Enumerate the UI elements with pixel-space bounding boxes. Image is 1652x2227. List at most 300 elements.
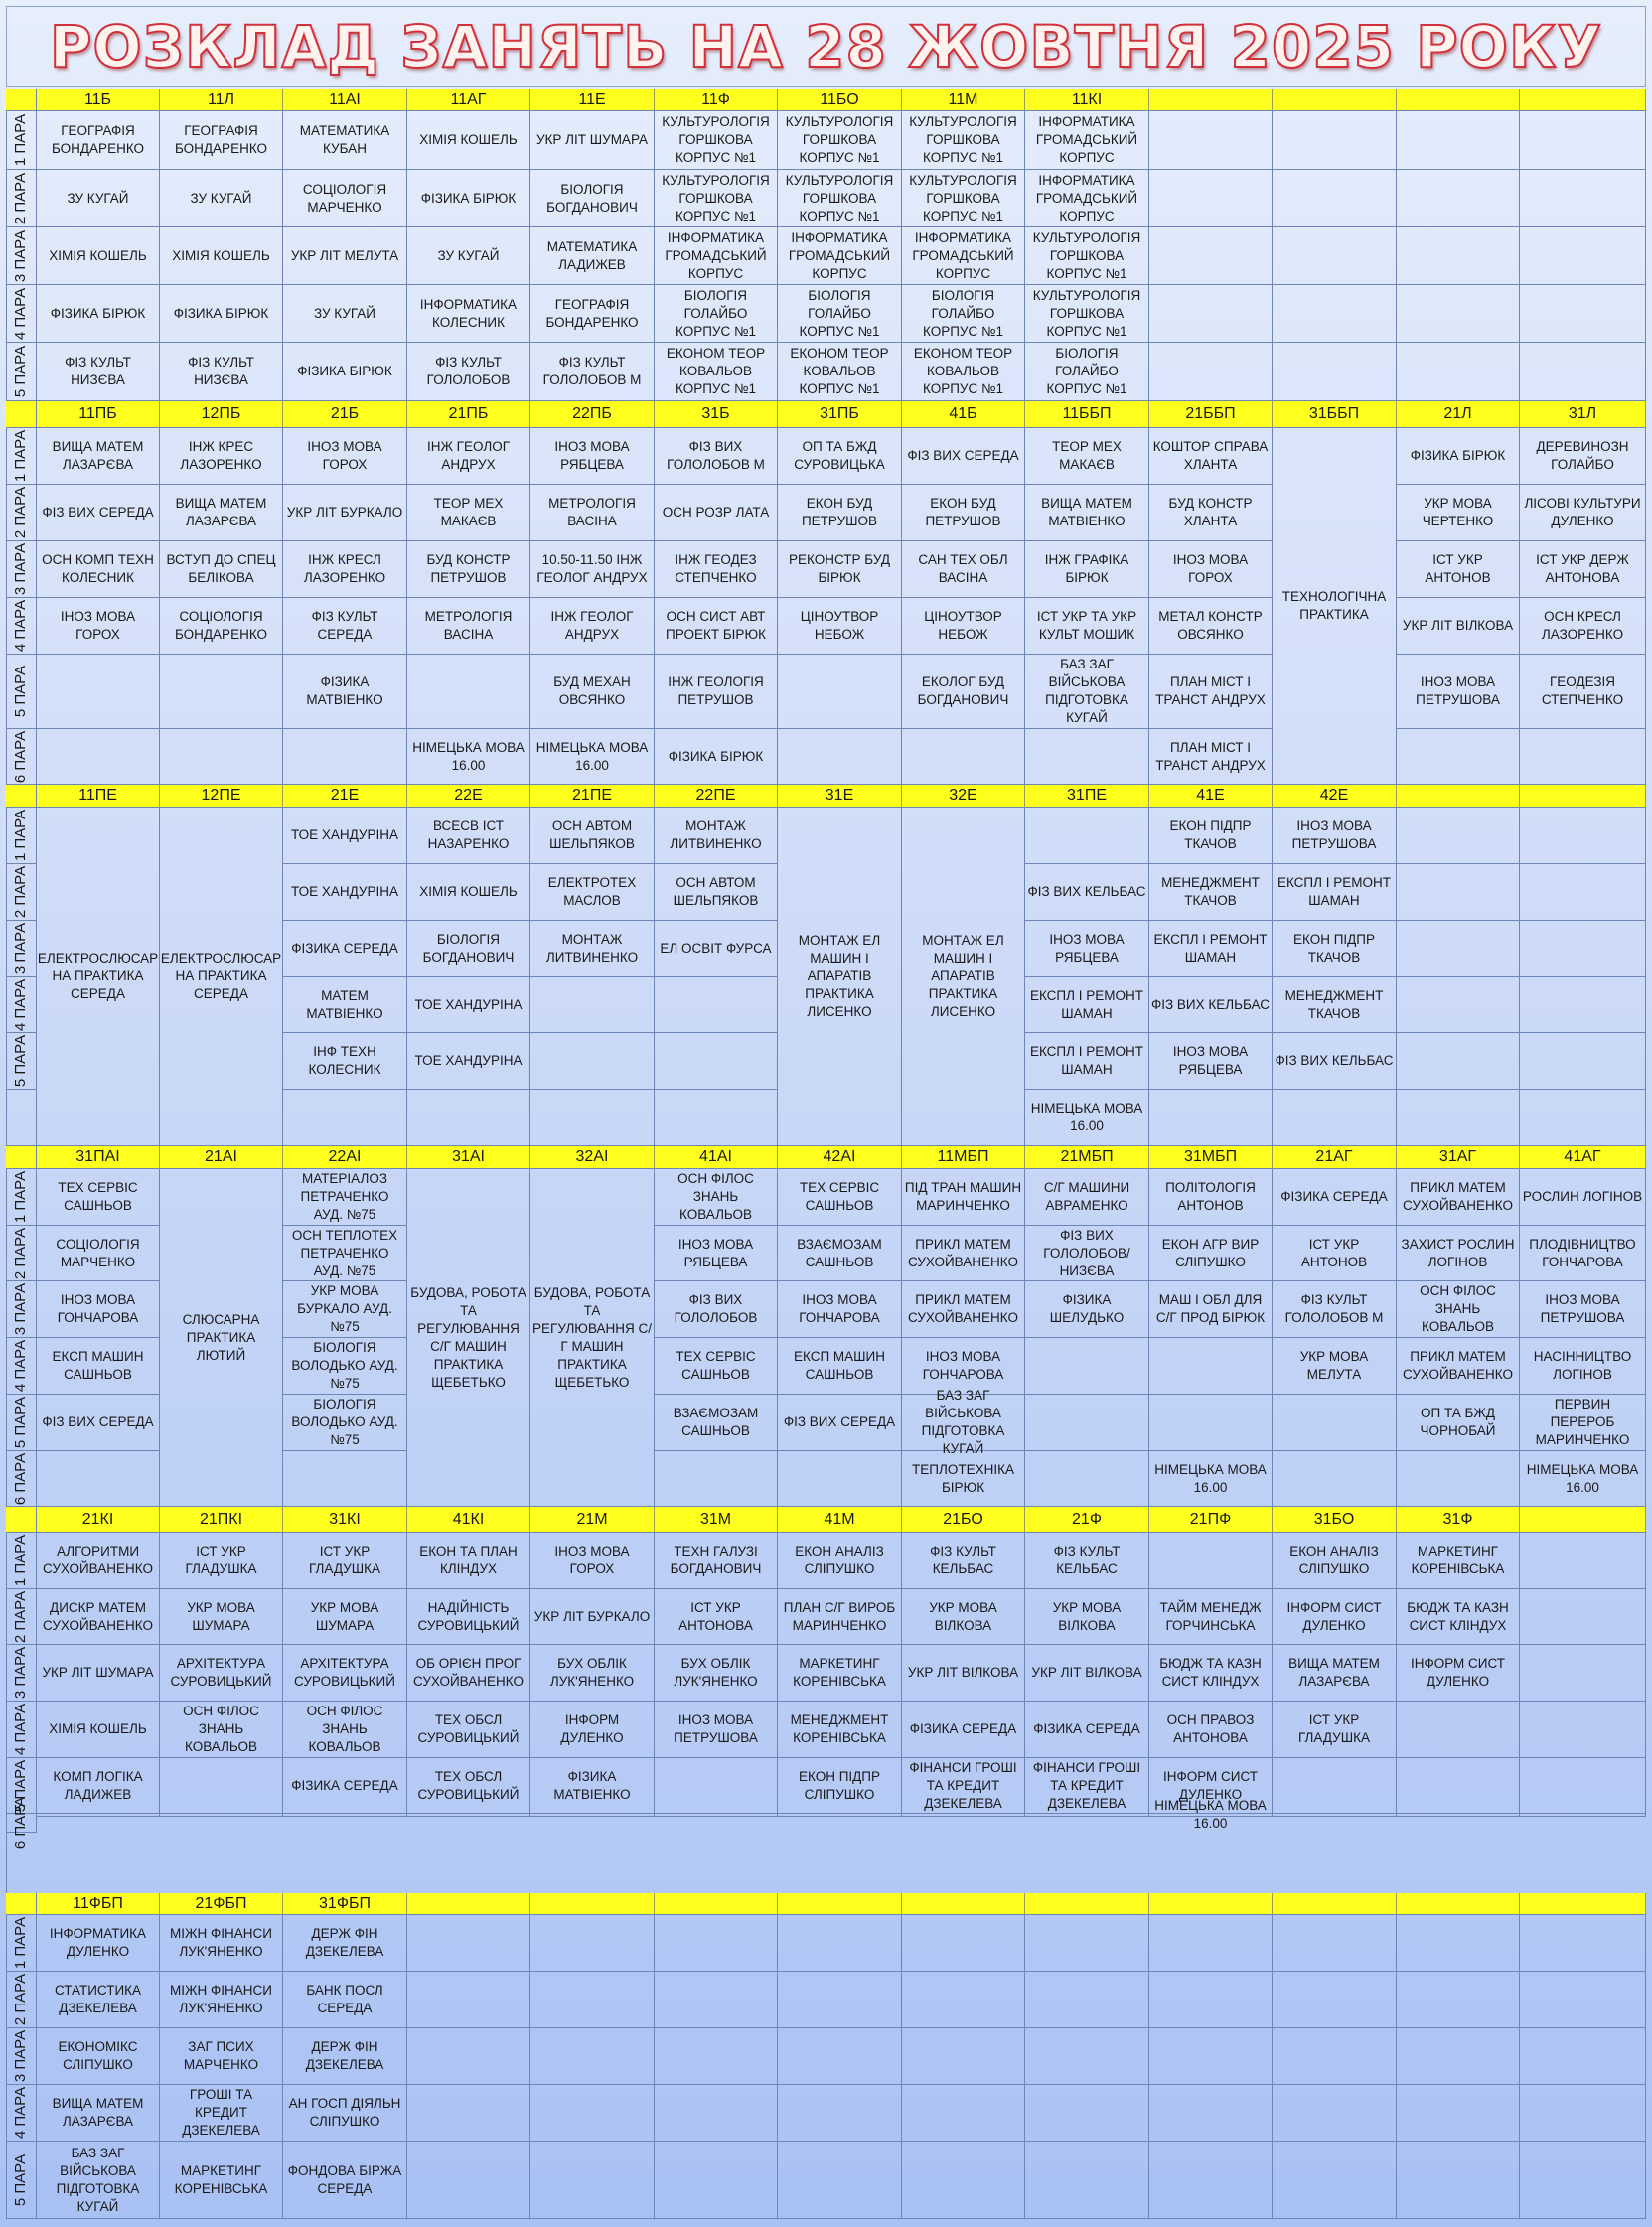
class-cell: ТЕХ СЕРВІС САШНЬОВ bbox=[778, 1169, 902, 1226]
period-label-text: 1 ПАРА bbox=[12, 113, 29, 167]
class-cell: ЕКОНОМ ТЕОР КОВАЛЬОВ КОРПУС №1 bbox=[902, 343, 1025, 401]
empty-cell bbox=[37, 729, 160, 785]
class-cell: УКР ЛІТ ВІЛКОВА bbox=[1025, 1645, 1149, 1702]
class-cell: ФІЗИКА СЕРЕДА bbox=[283, 1758, 407, 1814]
class-cell: МЕТАЛ КОНСТР ОВСЯНКО bbox=[1149, 598, 1273, 655]
empty-cell bbox=[37, 1451, 160, 1507]
class-cell: НІМЕЦЬКА МОВА 16.00 bbox=[1149, 1814, 1273, 1817]
empty-cell bbox=[1025, 1451, 1149, 1507]
class-cell: ІНФОРМАТИКА КОЛЕСНИК bbox=[407, 285, 530, 343]
class-cell: ЕЛЕКТРОСЛЮСАР НА ПРАКТИКА СЕРЕДА bbox=[37, 808, 160, 1146]
period-label bbox=[6, 1796, 37, 1850]
group-header: 11ББП bbox=[1025, 401, 1149, 428]
period-label-text: 3 ПАРА bbox=[12, 2029, 29, 2083]
class-cell: С/Г МАШИНИ АВРАМЕНКО bbox=[1025, 1169, 1149, 1226]
empty-cell bbox=[407, 2085, 530, 2142]
class-cell: ОП ТА БЖД ЧОРНОБАЙ bbox=[1397, 1395, 1520, 1451]
empty-cell bbox=[655, 977, 778, 1033]
empty-cell bbox=[1273, 1814, 1397, 1817]
empty-cell bbox=[530, 1972, 655, 2028]
class-cell: ЗАХИСТ РОСЛИН ЛОГІНОВ bbox=[1397, 1226, 1520, 1281]
class-cell: КОМП ЛОГІКА ЛАДИЖЕВ bbox=[37, 1758, 160, 1814]
empty-cell bbox=[1397, 2142, 1520, 2219]
period-label-text: 5 ПАРА bbox=[12, 2153, 29, 2206]
class-cell: ВСТУП ДО СПЕЦ БЕЛІКОВА bbox=[160, 541, 283, 598]
period-label bbox=[6, 1338, 37, 1395]
class-cell: ІНФОРМАТИКА ГРОМАДСЬКИЙ КОРПУС bbox=[655, 227, 778, 285]
group-header: 21М bbox=[530, 1507, 655, 1533]
group-header: 12ПБ bbox=[160, 401, 283, 428]
empty-cell bbox=[283, 1090, 407, 1146]
group-header-empty bbox=[778, 1893, 902, 1915]
class-cell: КУЛЬТУРОЛОГІЯ ГОРШКОВА КОРПУС №1 bbox=[1025, 227, 1149, 285]
class-cell: ФІЗИКА МАТВІЕНКО bbox=[530, 1758, 655, 1814]
class-cell: ЗУ КУГАЙ bbox=[37, 170, 160, 227]
empty-cell bbox=[1520, 2142, 1646, 2219]
class-cell: МАРКЕТИНГ КОРЕНІВСЬКА bbox=[1397, 1533, 1520, 1589]
class-cell: ФІЗИКА СЕРЕДА bbox=[1273, 1169, 1397, 1226]
class-cell: ФІЗ ВИХ СЕРЕДА bbox=[37, 1395, 160, 1451]
class-cell: ОСН ФІЛОС ЗНАНЬ КОВАЛЬОВ bbox=[283, 1702, 407, 1758]
group-header-empty bbox=[1025, 1893, 1149, 1915]
class-cell: САН ТЕХ ОБЛ ВАСІНА bbox=[902, 541, 1025, 598]
group-header: 21ББП bbox=[1149, 401, 1273, 428]
group-header: 32АІ bbox=[530, 1146, 655, 1169]
header-corner bbox=[6, 1146, 37, 1169]
header-corner bbox=[6, 89, 37, 111]
period-label bbox=[6, 1451, 37, 1507]
period-label-text: 2 ПАРА bbox=[12, 1973, 29, 2026]
class-cell: ІНФОРМ ДУЛЕНКО bbox=[530, 1702, 655, 1758]
empty-cell bbox=[902, 1814, 1025, 1817]
period-label-text: 2 ПАРА bbox=[12, 865, 29, 919]
empty-cell bbox=[655, 2028, 778, 2085]
class-cell: АН ГОСП ДІЯЛЬН СЛІПУШКО bbox=[283, 2085, 407, 2142]
class-cell: СТАТИСТИКА ДЗЕКЕЛЕВА bbox=[37, 1972, 160, 2028]
class-cell: ФІЗ ВИХ КЕЛЬБАС bbox=[1273, 1033, 1397, 1090]
period-label bbox=[6, 170, 37, 227]
group-header: 21АІ bbox=[160, 1146, 283, 1169]
class-cell: ІСТ УКР АНТОНОВ bbox=[1397, 541, 1520, 598]
empty-cell bbox=[1520, 1814, 1646, 1817]
class-cell: ТОЕ ХАНДУРІНА bbox=[283, 808, 407, 864]
class-cell: ФІЗИКА ШЕЛУДЬКО bbox=[1025, 1281, 1149, 1338]
class-cell: ФІЗИКА БІРЮК bbox=[37, 285, 160, 343]
class-cell: МОНТАЖ ЛИТВИНЕНКО bbox=[655, 808, 778, 864]
class-cell: СОЦІОЛОГІЯ МАРЧЕНКО bbox=[37, 1226, 160, 1281]
empty-cell bbox=[1273, 1915, 1397, 1972]
group-header-empty bbox=[902, 1893, 1025, 1915]
group-header: 21Ф bbox=[1025, 1507, 1149, 1533]
class-cell: ПЛАН МІСТ І ТРАНСТ АНДРУХ bbox=[1149, 655, 1273, 729]
class-cell: МЕТРОЛОГІЯ ВАСІНА bbox=[407, 598, 530, 655]
class-cell: ФІЗ КУЛЬТ СЕРЕДА bbox=[283, 598, 407, 655]
class-cell: МАШ І ОБЛ ДЛЯ С/Г ПРОД БІРЮК bbox=[1149, 1281, 1273, 1338]
class-cell: МАТЕМАТИКА КУБАН bbox=[283, 111, 407, 170]
class-cell: МОНТАЖ ЕЛ МАШИН І АПАРАТІВ ПРАКТИКА ЛИСЕНКО bbox=[902, 808, 1025, 1146]
class-cell: БІОЛОГІЯ ГОЛАЙБО КОРПУС №1 bbox=[1025, 343, 1149, 401]
period-label bbox=[6, 1533, 37, 1589]
class-cell: ЗУ КУГАЙ bbox=[160, 170, 283, 227]
class-cell: ФІЗ ВИХ ГОЛОЛОБОВ/ НИЗЄВА bbox=[1025, 1226, 1149, 1281]
class-cell: РОСЛИН ЛОГІНОВ bbox=[1520, 1169, 1646, 1226]
period-label-text: 1 ПАРА bbox=[12, 809, 29, 862]
class-cell: КУЛЬТУРОЛОГІЯ ГОРШКОВА КОРПУС №1 bbox=[655, 111, 778, 170]
class-cell: ІСТ УКР АНТОНОВ bbox=[1273, 1226, 1397, 1281]
class-cell: ІНЖ ГЕОЛОГ АНДРУХ bbox=[530, 598, 655, 655]
class-cell: ОП ТА БЖД СУРОВИЦЬКА bbox=[778, 428, 902, 485]
class-cell: УКР ЛІТ ВІЛКОВА bbox=[1397, 598, 1520, 655]
class-cell: ЕКОНОМІКС СЛІПУШКО bbox=[37, 2028, 160, 2085]
class-cell: ІНФОРМАТИКА ГРОМАДСЬКИЙ КОРПУС bbox=[1025, 111, 1149, 170]
empty-cell bbox=[160, 655, 283, 729]
class-cell: УКР МОВА ШУМАРА bbox=[160, 1589, 283, 1645]
class-cell: ВИЩА МАТЕМ МАТВІЕНКО bbox=[1025, 485, 1149, 541]
group-header: 31АІ bbox=[407, 1146, 530, 1169]
class-cell: БАЗ ЗАГ ВІЙСЬКОВА ПІДГОТОВКА КУГАЙ bbox=[902, 1395, 1025, 1451]
class-cell: ЕКСПЛ І РЕМОНТ ШАМАН bbox=[1025, 1033, 1149, 1090]
class-cell: ІСТ УКР ГЛАДУШКА bbox=[283, 1533, 407, 1589]
group-header: 11М bbox=[902, 89, 1025, 111]
empty-cell bbox=[530, 2028, 655, 2085]
class-cell: ЗУ КУГАЙ bbox=[407, 227, 530, 285]
class-cell: КУЛЬТУРОЛОГІЯ ГОРШКОВА КОРПУС №1 bbox=[655, 170, 778, 227]
period-label bbox=[6, 1395, 37, 1451]
empty-cell bbox=[1520, 1533, 1646, 1589]
class-cell: ТЕХ СЕРВІС САШНЬОВ bbox=[655, 1338, 778, 1395]
class-cell: МАТЕМ МАТВІЕНКО bbox=[283, 977, 407, 1033]
class-cell: БІОЛОГІЯ ВОЛОДЬКО АУД.№75 bbox=[283, 1395, 407, 1451]
period-label bbox=[6, 1645, 37, 1702]
group-header: 31М bbox=[655, 1507, 778, 1533]
group-header: 21ПФ bbox=[1149, 1507, 1273, 1533]
empty-cell bbox=[655, 1814, 778, 1817]
group-header: 32Е bbox=[902, 785, 1025, 808]
period-label-text: 4 ПАРА bbox=[12, 1339, 29, 1393]
period-label-text: 4 ПАРА bbox=[12, 2086, 29, 2140]
empty-cell bbox=[1397, 1915, 1520, 1972]
class-cell: БІОЛОГІЯ ГОЛАЙБО КОРПУС №1 bbox=[902, 285, 1025, 343]
class-cell: КУЛЬТУРОЛОГІЯ ГОРШКОВА КОРПУС №1 bbox=[902, 111, 1025, 170]
period-label-text: 1 ПАРА bbox=[12, 1534, 29, 1587]
class-cell: ХІМІЯ КОШЕЛЬ bbox=[37, 1702, 160, 1758]
class-cell: ЦІНОУТВОР НЕБОЖ bbox=[778, 598, 902, 655]
empty-cell bbox=[160, 1758, 283, 1814]
empty-cell bbox=[1397, 729, 1520, 785]
group-header: 11МБП bbox=[902, 1146, 1025, 1169]
class-cell: ЕКОН БУД ПЕТРУШОВ bbox=[902, 485, 1025, 541]
class-cell: БІОЛОГІЯ ВОЛОДЬКО АУД.№75 bbox=[283, 1338, 407, 1395]
class-cell: БУХ ОБЛІК ЛУК'ЯНЕНКО bbox=[655, 1645, 778, 1702]
group-header: 41АІ bbox=[655, 1146, 778, 1169]
period-label bbox=[6, 227, 37, 285]
class-cell: КУЛЬТУРОЛОГІЯ ГОРШКОВА КОРПУС №1 bbox=[1025, 285, 1149, 343]
empty-cell bbox=[1520, 1915, 1646, 1972]
empty-cell bbox=[1520, 1090, 1646, 1146]
class-cell: ТЕОР МЕХ МАКАЄВ bbox=[407, 485, 530, 541]
class-cell: ФІЗИКА БІРЮК bbox=[283, 343, 407, 401]
period-label bbox=[6, 541, 37, 598]
empty-cell bbox=[530, 1090, 655, 1146]
group-header: 11Ф bbox=[655, 89, 778, 111]
empty-cell bbox=[37, 1814, 160, 1817]
class-cell: ЕКОН ТА ПЛАН КЛІНДУХ bbox=[407, 1533, 530, 1589]
class-cell: ІНОЗ МОВА ГОРОХ bbox=[530, 1533, 655, 1589]
group-header: 31АГ bbox=[1397, 1146, 1520, 1169]
class-cell: ФІНАНСИ ГРОШІ ТА КРЕДИТ ДЗЕКЕЛЕВА bbox=[1025, 1758, 1149, 1814]
empty-cell bbox=[1149, 170, 1273, 227]
class-cell: БУД МЕХАН ОВСЯНКО bbox=[530, 655, 655, 729]
empty-cell bbox=[902, 2142, 1025, 2219]
class-cell: БІОЛОГІЯ БОГДАНОВИЧ bbox=[530, 170, 655, 227]
class-cell: ПОЛІТОЛОГІЯ АНТОНОВ bbox=[1149, 1169, 1273, 1226]
class-cell: ІНФОРМАТИКА ГРОМАДСЬКИЙ КОРПУС bbox=[778, 227, 902, 285]
class-cell: ФІЗ ВИХ СЕРЕДА bbox=[37, 485, 160, 541]
empty-cell bbox=[1397, 1972, 1520, 2028]
empty-cell bbox=[1520, 170, 1646, 227]
class-cell: ХІМІЯ КОШЕЛЬ bbox=[407, 111, 530, 170]
class-cell: ІНФ ТЕХН КОЛЕСНИК bbox=[283, 1033, 407, 1090]
empty-cell bbox=[1025, 1338, 1149, 1395]
class-cell: ІНОЗ МОВА ПЕТРУШОВА bbox=[1397, 655, 1520, 729]
period-label-text: 1 ПАРА bbox=[12, 1916, 29, 1970]
class-cell: МЕНЕДЖМЕНТ ТКАЧОВ bbox=[1149, 864, 1273, 921]
empty-cell bbox=[778, 729, 902, 785]
period-label-text: 3 ПАРА bbox=[12, 229, 29, 282]
class-cell: ЗУ КУГАЙ bbox=[283, 285, 407, 343]
class-cell: БУДОВА, РОБОТА ТА РЕГУЛЮВАННЯ С/Г МАШИН ПРАКТИКА ЩЕБЕТЬКО bbox=[530, 1169, 655, 1507]
class-cell: ВИЩА МАТЕМ ЛАЗАРЄВА bbox=[160, 485, 283, 541]
class-cell: УКР ЛІТ ШУМАРА bbox=[530, 111, 655, 170]
class-cell: ЕКСП МАШИН САШНЬОВ bbox=[37, 1338, 160, 1395]
group-header-empty bbox=[1397, 1893, 1520, 1915]
empty-cell bbox=[902, 2085, 1025, 2142]
empty-cell bbox=[1273, 1090, 1397, 1146]
class-cell: НАСІННИЦТВО ЛОГІНОВ bbox=[1520, 1338, 1646, 1395]
class-cell: ФІЗ КУЛЬТ КЕЛЬБАС bbox=[1025, 1533, 1149, 1589]
empty-cell bbox=[1397, 1451, 1520, 1507]
class-cell: АРХІТЕКТУРА СУРОВИЦЬКИЙ bbox=[283, 1645, 407, 1702]
empty-cell bbox=[1520, 977, 1646, 1033]
period-label bbox=[6, 428, 37, 485]
empty-cell bbox=[1520, 227, 1646, 285]
empty-cell bbox=[1273, 1758, 1397, 1814]
empty-cell bbox=[1273, 1972, 1397, 2028]
group-header: 31ФБП bbox=[283, 1893, 407, 1915]
empty-cell bbox=[1397, 1814, 1520, 1817]
group-header: 21Б bbox=[283, 401, 407, 428]
group-header: 11Е bbox=[530, 89, 655, 111]
group-header: 21Е bbox=[283, 785, 407, 808]
group-header: 11ПБ bbox=[37, 401, 160, 428]
group-header: 22ПЕ bbox=[655, 785, 778, 808]
class-cell: ГЕОДЕЗІЯ СТЕПЧЕНКО bbox=[1520, 655, 1646, 729]
class-cell: ІНОЗ МОВА ПЕТРУШОВА bbox=[655, 1702, 778, 1758]
class-cell: ДИСКР МАТЕМ СУХОЙВАНЕНКО bbox=[37, 1589, 160, 1645]
empty-cell bbox=[778, 2028, 902, 2085]
class-cell: ТЕПЛОТЕХНІКА БІРЮК bbox=[902, 1451, 1025, 1507]
empty-cell bbox=[1273, 1395, 1397, 1451]
period-label bbox=[6, 977, 37, 1033]
empty-cell bbox=[1025, 1395, 1149, 1451]
empty-cell bbox=[1397, 285, 1520, 343]
empty-cell bbox=[1397, 227, 1520, 285]
class-cell: ЕКСПЛ І РЕМОНТ ШАМАН bbox=[1149, 921, 1273, 977]
class-cell: ВИЩА МАТЕМ ЛАЗАРЄВА bbox=[37, 428, 160, 485]
empty-cell bbox=[778, 1972, 902, 2028]
group-header: 11Л bbox=[160, 89, 283, 111]
class-cell: МІЖН ФІНАНСИ ЛУК'ЯНЕНКО bbox=[160, 1972, 283, 2028]
class-cell: ДЕРЖ ФІН ДЗЕКЕЛЕВА bbox=[283, 2028, 407, 2085]
class-cell: ОСН СИСТ АВТ ПРОЕКТ БІРЮК bbox=[655, 598, 778, 655]
class-cell: БУХ ОБЛІК ЛУК'ЯНЕНКО bbox=[530, 1645, 655, 1702]
empty-cell bbox=[655, 2142, 778, 2219]
empty-cell bbox=[1520, 1758, 1646, 1814]
class-cell: ТЕОР МЕХ МАКАЄВ bbox=[1025, 428, 1149, 485]
period-label-text: 4 ПАРА bbox=[12, 1703, 29, 1756]
class-cell: УКР ЛІТ ШУМАРА bbox=[37, 1645, 160, 1702]
group-header: 11КІ bbox=[1025, 89, 1149, 111]
class-cell: ФІЗ КУЛЬТ НИЗЄВА bbox=[160, 343, 283, 401]
period-label-text: 6 ПАРА bbox=[12, 1452, 29, 1505]
group-header: 31БО bbox=[1273, 1507, 1397, 1533]
group-header-empty bbox=[1149, 1893, 1273, 1915]
class-cell: ДЕРЕВИНОЗН ГОЛАЙБО bbox=[1520, 428, 1646, 485]
class-cell: ТЕХН ГАЛУЗІ БОГДАНОВИЧ bbox=[655, 1533, 778, 1589]
class-cell: ВЗАЄМОЗАМ САШНЬОВ bbox=[778, 1226, 902, 1281]
class-cell: ГРОШІ ТА КРЕДИТ ДЗЕКЕЛЕВА bbox=[160, 2085, 283, 2142]
class-cell: БЮДЖ ТА КАЗН СИСТ КЛІНДУХ bbox=[1149, 1645, 1273, 1702]
class-cell: ІСТ УКР ТА УКР КУЛЬТ МОШИК bbox=[1025, 598, 1149, 655]
empty-cell bbox=[1397, 2028, 1520, 2085]
empty-cell bbox=[37, 655, 160, 729]
class-cell: НІМЕЦЬКА МОВА 16.00 bbox=[407, 729, 530, 785]
class-cell: МАРКЕТИНГ КОРЕНІВСЬКА bbox=[778, 1645, 902, 1702]
empty-cell bbox=[655, 1451, 778, 1507]
class-cell: КУЛЬТУРОЛОГІЯ ГОРШКОВА КОРПУС №1 bbox=[902, 170, 1025, 227]
class-cell: ЕЛ ОСВІТ ФУРСА bbox=[655, 921, 778, 977]
period-label bbox=[6, 729, 37, 785]
header-corner bbox=[6, 1893, 37, 1915]
period-label bbox=[6, 864, 37, 921]
period-label-text: 5 ПАРА bbox=[12, 1034, 29, 1088]
class-cell: УКР МОВА ВІЛКОВА bbox=[1025, 1589, 1149, 1645]
empty-cell bbox=[1520, 729, 1646, 785]
group-header: 31ББП bbox=[1273, 401, 1397, 428]
empty-cell bbox=[1273, 2028, 1397, 2085]
class-cell: УКР МОВА МЕЛУТА bbox=[1273, 1338, 1397, 1395]
class-cell: ЕЛЕКТРОТЕХ МАСЛОВ bbox=[530, 864, 655, 921]
class-cell: ХІМІЯ КОШЕЛЬ bbox=[160, 227, 283, 285]
empty-cell bbox=[1273, 170, 1397, 227]
group-header: 41Е bbox=[1149, 785, 1273, 808]
empty-cell bbox=[1520, 285, 1646, 343]
period-label-text: 4 ПАРА bbox=[12, 599, 29, 653]
period-label bbox=[6, 1589, 37, 1645]
class-cell: ІНОЗ МОВА ГОНЧАРОВА bbox=[778, 1281, 902, 1338]
group-header: 21ФБП bbox=[160, 1893, 283, 1915]
class-cell: ФОНДОВА БІРЖА СЕРЕДА bbox=[283, 2142, 407, 2219]
empty-cell bbox=[1397, 921, 1520, 977]
class-cell: КУЛЬТУРОЛОГІЯ ГОРШКОВА КОРПУС №1 bbox=[778, 111, 902, 170]
class-cell: ЕКСПЛ І РЕМОНТ ШАМАН bbox=[1025, 977, 1149, 1033]
group-header-empty bbox=[1520, 785, 1646, 808]
class-cell: ГЕОГРАФІЯ БОНДАРЕНКО bbox=[160, 111, 283, 170]
class-cell: ІНФОРМ СИСТ ДУЛЕНКО bbox=[1397, 1645, 1520, 1702]
period-label-text: 5 ПАРА bbox=[12, 345, 29, 398]
period-label bbox=[6, 655, 37, 729]
period-label bbox=[6, 2085, 37, 2142]
period-label-text: 2 ПАРА bbox=[12, 172, 29, 224]
class-cell: ЕКОН ПІДПР ТКАЧОВ bbox=[1149, 808, 1273, 864]
class-cell: ФІЗИКА МАТВІЕНКО bbox=[283, 655, 407, 729]
period-label bbox=[6, 2028, 37, 2085]
empty-cell bbox=[1520, 1972, 1646, 2028]
class-cell: ЛІСОВІ КУЛЬТУРИ ДУЛЕНКО bbox=[1520, 485, 1646, 541]
group-header: 31ПАІ bbox=[37, 1146, 160, 1169]
class-cell: ІНЖ ГЕОЛОГ АНДРУХ bbox=[407, 428, 530, 485]
empty-cell bbox=[1520, 864, 1646, 921]
period-label-text: 5 ПАРА bbox=[12, 1759, 29, 1812]
group-header: 31Л bbox=[1520, 401, 1646, 428]
class-cell: БУД КОНСТР ХЛАНТА bbox=[1149, 485, 1273, 541]
empty-cell bbox=[1520, 921, 1646, 977]
empty-cell bbox=[778, 1814, 902, 1817]
class-cell: ОСН РОЗР ЛАТА bbox=[655, 485, 778, 541]
group-header: 42АІ bbox=[778, 1146, 902, 1169]
class-cell: СОЦІОЛОГІЯ БОНДАРЕНКО bbox=[160, 598, 283, 655]
period-label-text: 1 ПАРА bbox=[12, 429, 29, 483]
empty-cell bbox=[1149, 1090, 1273, 1146]
class-cell: ФІЗ ВИХ КЕЛЬБАС bbox=[1149, 977, 1273, 1033]
class-cell: ЕКОНОМ ТЕОР КОВАЛЬОВ КОРПУС №1 bbox=[655, 343, 778, 401]
period-label bbox=[6, 1226, 37, 1281]
class-cell: БІОЛОГІЯ БОГДАНОВИЧ bbox=[407, 921, 530, 977]
class-cell: СЛЮСАРНА ПРАКТИКА ЛЮТИЙ bbox=[160, 1169, 283, 1507]
period-label bbox=[6, 285, 37, 343]
period-label-text: 2 ПАРА bbox=[12, 486, 29, 539]
group-header: 31Ф bbox=[1397, 1507, 1520, 1533]
group-header-empty bbox=[1273, 1893, 1397, 1915]
period-label bbox=[6, 598, 37, 655]
empty-cell bbox=[407, 2142, 530, 2219]
class-cell: ПРИКЛ МАТЕМ СУХОЙВАНЕНКО bbox=[902, 1281, 1025, 1338]
class-cell: ІНФОРМ СИСТ ДУЛЕНКО bbox=[1149, 1758, 1273, 1814]
class-cell: ТАЙМ МЕНЕДЖ ГОРЧИНСЬКА bbox=[1149, 1589, 1273, 1645]
class-cell: ІНОЗ МОВА ГОНЧАРОВА bbox=[37, 1281, 160, 1338]
empty-cell bbox=[1397, 1758, 1520, 1814]
group-header: 11БО bbox=[778, 89, 902, 111]
period-label bbox=[6, 921, 37, 977]
class-cell: ЕКОН АГР ВИР СЛІПУШКО bbox=[1149, 1226, 1273, 1281]
class-cell: ТОЕ ХАНДУРІНА bbox=[407, 1033, 530, 1090]
period-label bbox=[6, 485, 37, 541]
empty-cell bbox=[283, 1451, 407, 1507]
class-cell: ОСН АВТОМ ШЕЛЬПЯКОВ bbox=[530, 808, 655, 864]
period-label-text: 3 ПАРА bbox=[12, 922, 29, 975]
class-cell: ХІМІЯ КОШЕЛЬ bbox=[37, 227, 160, 285]
class-cell: НІМЕЦЬКА МОВА 16.00 bbox=[1149, 1451, 1273, 1507]
class-cell: НІМЕЦЬКА МОВА 16.00 bbox=[1025, 1090, 1149, 1146]
class-cell: ХІМІЯ КОШЕЛЬ bbox=[407, 864, 530, 921]
group-header: 21БО bbox=[902, 1507, 1025, 1533]
empty-cell bbox=[1149, 2028, 1273, 2085]
empty-cell bbox=[1520, 1589, 1646, 1645]
class-cell: ІНОЗ МОВА ПЕТРУШОВА bbox=[1273, 808, 1397, 864]
class-cell: ФІЗИКА СЕРЕДА bbox=[283, 921, 407, 977]
class-cell: МОНТАЖ ЛИТВИНЕНКО bbox=[530, 921, 655, 977]
class-cell: ІНФОРМАТИКА ДУЛЕНКО bbox=[37, 1915, 160, 1972]
